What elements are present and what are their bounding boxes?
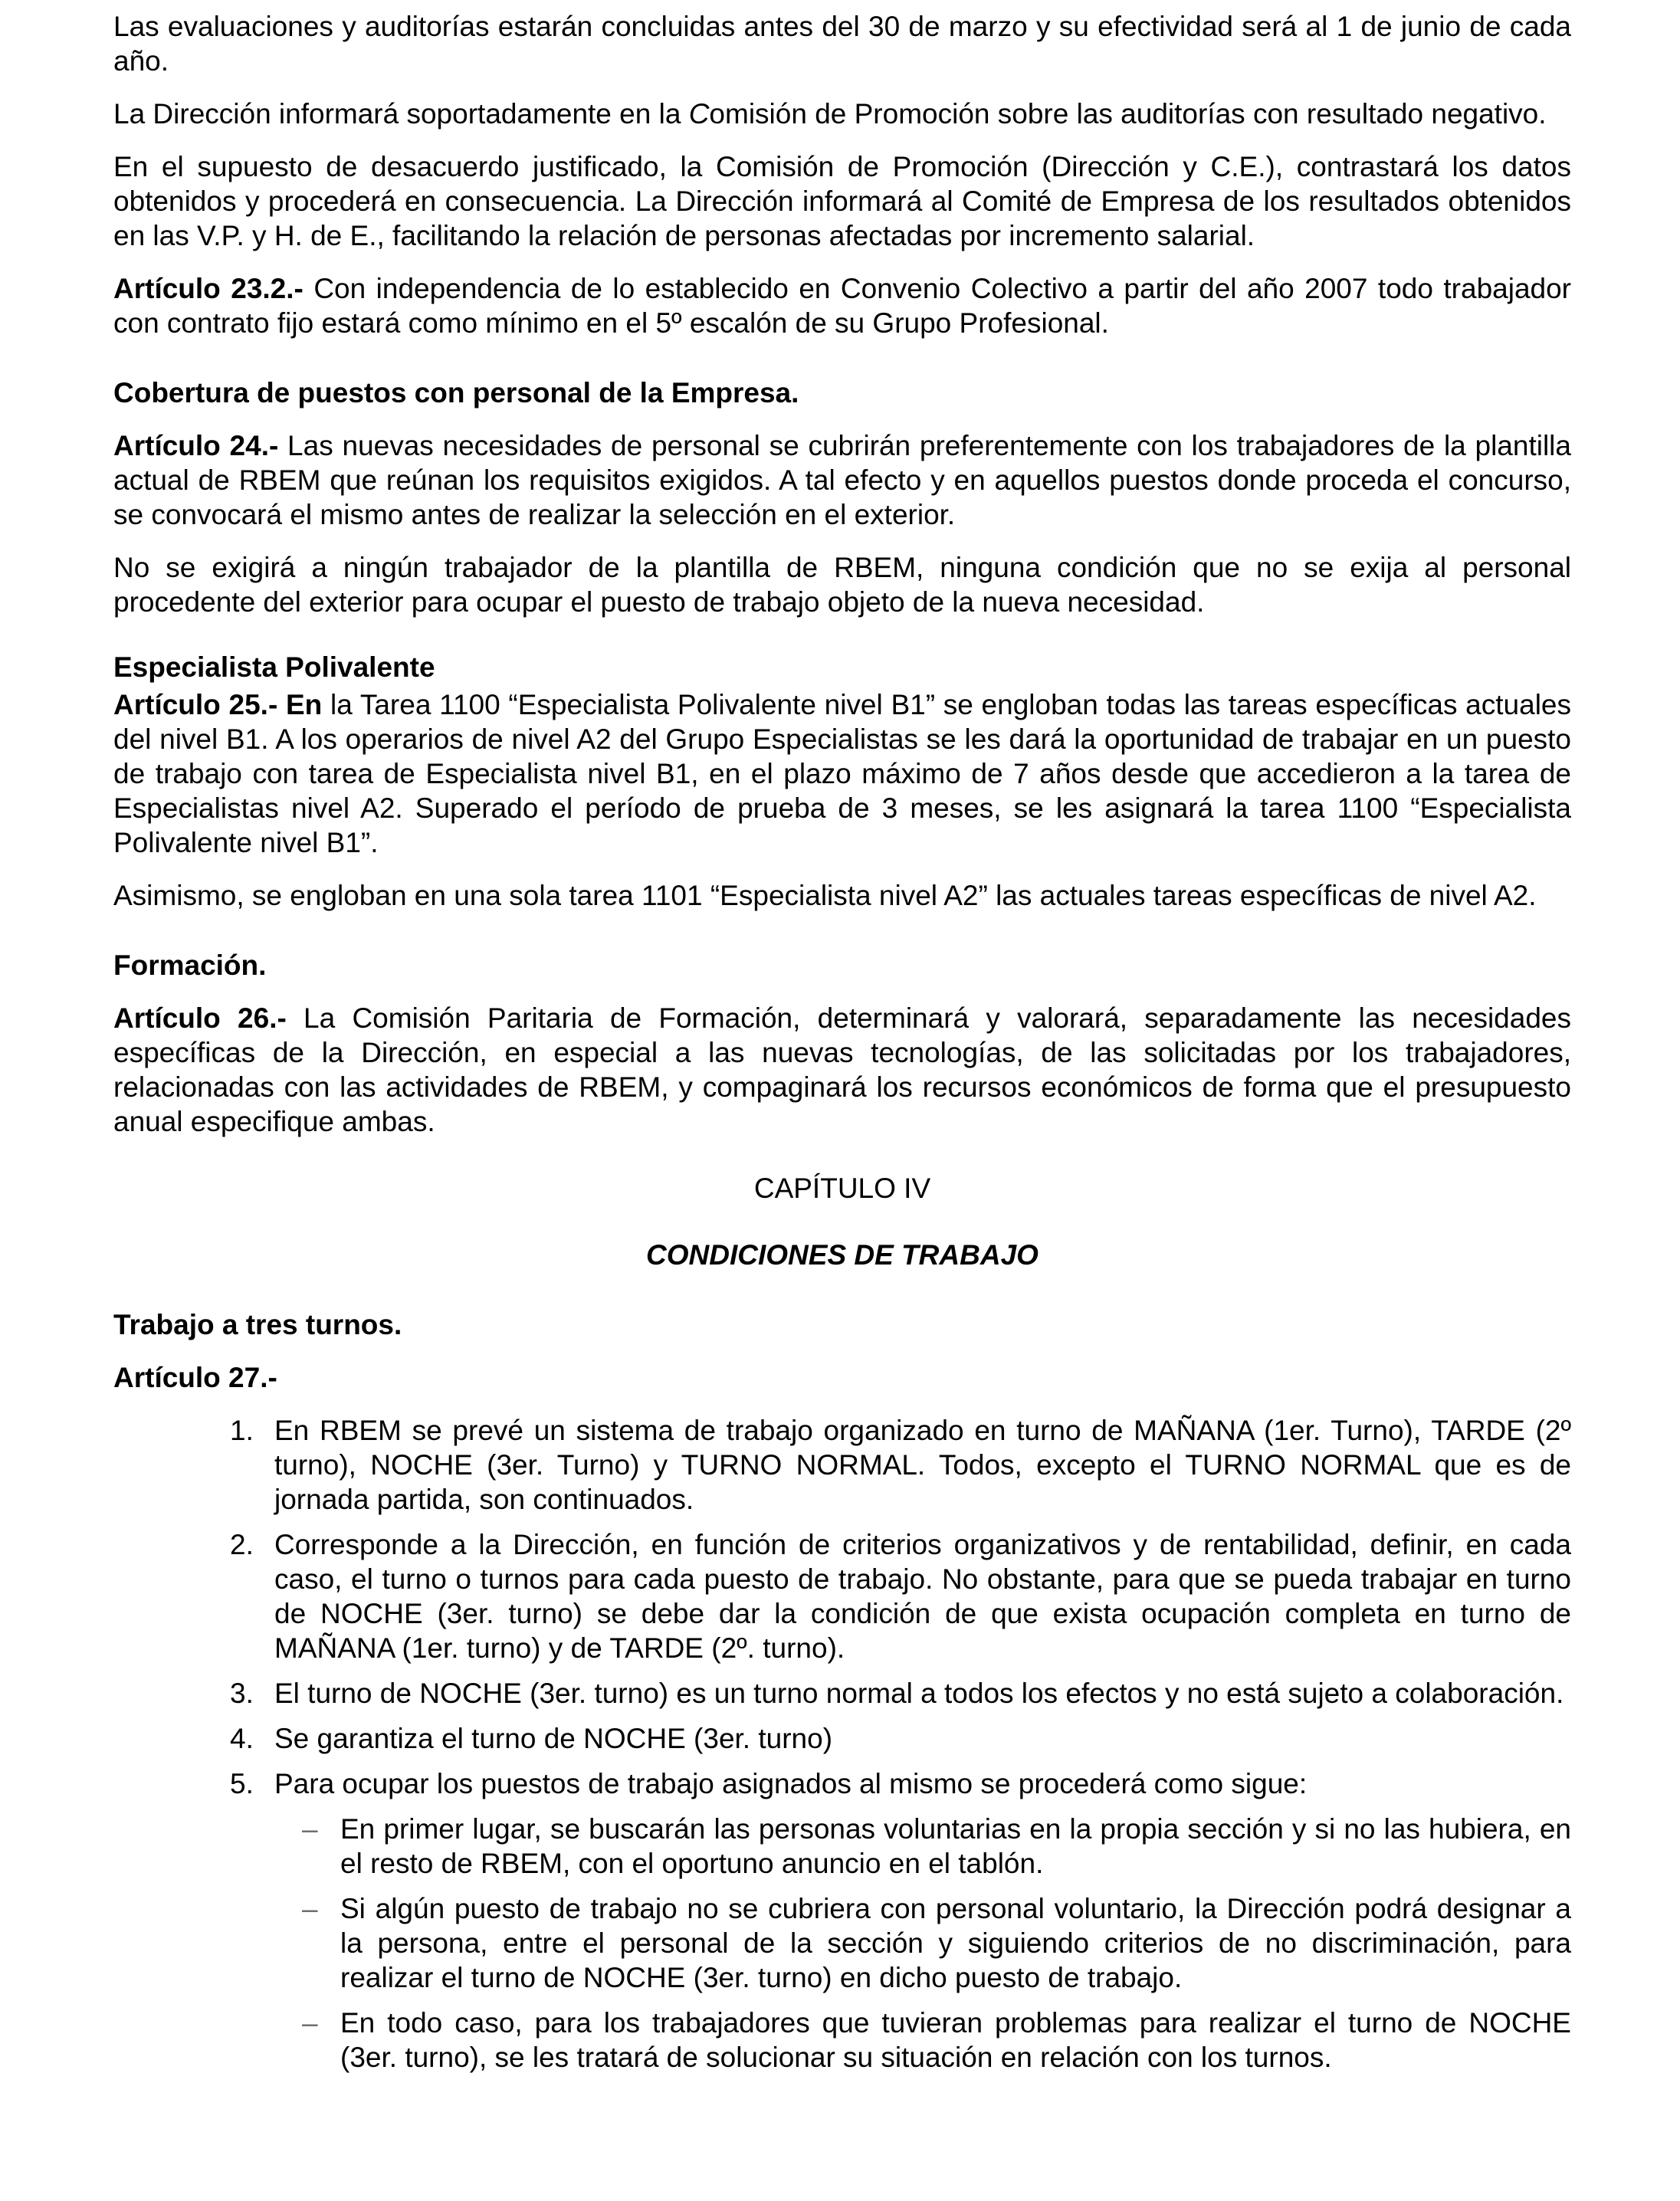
text-run: En primer lugar, se buscarán las personas voluntarias en la propia sección y si no las hubiera, en el resto de RBEM, con el oportuno anuncio en el tablón.	[340, 1813, 1571, 1879]
list-number: 4.	[230, 1723, 254, 1754]
list-item-text	[274, 1676, 1571, 1711]
text-run: Artículo 23.2.-	[113, 273, 314, 304]
heading-formacion	[113, 948, 1571, 982]
paragraph-articulo-25	[113, 687, 1571, 860]
text-run: El turno de NOCHE (3er. turno) es un turno normal a todos los efectos y no está sujeto a colaboración.	[274, 1678, 1564, 1709]
document-page	[113, 9, 1571, 2075]
text-run: CONDICIONES DE TRABAJO	[646, 1239, 1039, 1271]
list-item-text	[340, 1891, 1571, 1995]
list-number: 1.	[230, 1415, 254, 1446]
list-number: 3.	[230, 1678, 254, 1709]
text-run: Artículo 24.-	[113, 430, 288, 461]
text-run: CAPÍTULO IV	[753, 1173, 931, 1204]
text-run: Se garantiza el turno de NOCHE (3er. turno)	[274, 1723, 833, 1754]
text-run: Especialista Polivalente	[113, 651, 435, 683]
text-run: Corresponde a la Dirección, en función de criterios organizativos y de rentabilidad, definir, en cada caso, el turno o turnos para cada puesto de trabajo. No obstante, para que se pueda trabajar en turno de NOCHE (3er. turno) se debe dar la condición de que exista ocupación completa en turno de MAÑANA (1er. turno) y de TARDE (2º. turno).	[274, 1529, 1571, 1664]
list-item-text	[340, 1812, 1571, 1881]
dash-item-2	[302, 1891, 1571, 1995]
text-run: La Dirección informará soportadamente en la	[113, 98, 689, 130]
text-run: Artículo 26.-	[113, 1002, 304, 1034]
text-run: Con independencia de lo establecido en Convenio Colectivo a partir del año 2007 todo trabajador con contrato fijo estará como mínimo en el 5º escalón de su Grupo Profesional.	[113, 273, 1571, 339]
dash-bullet: –	[302, 1893, 318, 1924]
list-item-text	[274, 1766, 1571, 1801]
text-run: La Comisión Paritaria de Formación, determinará y valorará, separadamente las necesidades específicas de la Dirección, en especial a las nuevas tecnologías, de las solicitadas por los trabajadores, relacionadas con las actividades de RBEM, y compaginará los recursos económicos de forma que el presupuesto anual especifique ambas.	[113, 1002, 1571, 1137]
text-run: Artículo 25.- En	[113, 689, 330, 720]
dash-bullet: –	[302, 2007, 318, 2039]
text-run: omisión de Promoción sobre las auditorías con resultado negativo.	[709, 98, 1547, 130]
numbered-item-5	[230, 1766, 1571, 1801]
text-run: Cobertura de puestos con personal de la Empresa.	[113, 377, 799, 408]
paragraph-asimismo	[113, 878, 1571, 913]
list-item-text	[340, 2006, 1571, 2075]
list-item-text	[274, 1527, 1571, 1665]
dash-item-1	[302, 1812, 1571, 1881]
text-run: No se exigirá a ningún trabajador de la plantilla de RBEM, ninguna condición que no se exija al personal procedente del exterior para ocupar el puesto de trabajo objeto de la nueva necesidad.	[113, 552, 1571, 618]
numbered-item-4	[230, 1721, 1571, 1756]
paragraph-evaluaciones	[113, 9, 1571, 78]
text-run: Artículo 27.-	[113, 1362, 277, 1393]
paragraph-articulo-23-2	[113, 271, 1571, 340]
paragraph-direccion-informara	[113, 97, 1571, 131]
list-number: 5.	[230, 1768, 254, 1799]
text-run: Formación.	[113, 950, 267, 981]
text-run: Asimismo, se engloban en una sola tarea 1101 “Especialista nivel A2” las actuales tareas específicas de nivel A2.	[113, 880, 1537, 911]
text-run: En el supuesto de desacuerdo justificado, la Comisión de Promoción (Dirección y C.E.), contrastará los datos obtenidos y procederá en consecuencia. La Dirección informará al Comité de Empresa de los resultados obtenidos en las V.P. y H. de E., facilitando la relación de personas afectadas por incremento salarial.	[113, 151, 1571, 251]
text-run: Para ocupar los puestos de trabajo asignados al mismo se procederá como sigue:	[274, 1768, 1308, 1799]
text-run: Si algún puesto de trabajo no se cubriera con personal voluntario, la Dirección podrá designar a la persona, entre el personal de la sección y siguiendo criterios de no discriminación, para realizar el turno de NOCHE (3er. turno) en dicho puesto de trabajo.	[340, 1893, 1571, 1993]
numbered-item-3	[230, 1676, 1571, 1711]
dash-bullet: –	[302, 1813, 318, 1845]
paragraph-articulo-24	[113, 428, 1571, 532]
numbered-item-2	[230, 1527, 1571, 1665]
text-run: Trabajo a tres turnos.	[113, 1309, 402, 1340]
text-run: Las evaluaciones y auditorías estarán concluidas antes del 30 de marzo y su efectividad será al 1 de junio de cada año.	[113, 11, 1571, 77]
list-item-text	[274, 1721, 1571, 1756]
list-number: 2.	[230, 1529, 254, 1560]
heading-cobertura-puestos	[113, 376, 1571, 410]
paragraph-no-se-exigira	[113, 550, 1571, 619]
dash-item-3	[302, 2006, 1571, 2075]
numbered-item-1	[230, 1413, 1571, 1517]
text-run: En todo caso, para los trabajadores que tuvieran problemas para realizar el turno de NOCHE (3er. turno), se les tratará de solucionar su situación en relación con los turnos.	[340, 2007, 1571, 2073]
heading-especialista-polivalente	[113, 650, 1571, 684]
chapter-title	[113, 1171, 1571, 1205]
text-run: C	[688, 98, 710, 130]
heading-trabajo-tres-turnos	[113, 1307, 1571, 1342]
text-run: En RBEM se prevé un sistema de trabajo organizado en turno de MAÑANA (1er. Turno), TARDE (2º turno), NOCHE (3er. Turno) y TURNO NORMAL. Todos, excepto el TURNO NORMAL que es de jornada partida, son continuados.	[274, 1415, 1571, 1515]
text-run: la Tarea 1100 “Especialista Polivalente nivel B1” se engloban todas las tareas específicas actuales del nivel B1. A los operarios de nivel A2 del Grupo Especialistas se les dará la oportunidad de trabajar en un puesto de trabajo con tarea de Especialista nivel B1, en el plazo máximo de 7 años desde que accedieron a la tarea de Especialistas nivel A2. Superado el período de prueba de 3 meses, se les asignará la tarea 1100 “Especialista Polivalente nivel B1”.	[113, 689, 1571, 858]
text-run: Las nuevas necesidades de personal se cubrirán preferentemente con los trabajadores de la plantilla actual de RBEM que reúnan los requisitos exigidos. A tal efecto y en aquellos puestos donde proceda el concurso, se convocará el mismo antes de realizar la selección en el exterior.	[113, 430, 1571, 530]
chapter-subtitle	[113, 1238, 1571, 1272]
list-item-text	[274, 1413, 1571, 1517]
paragraph-articulo-27	[113, 1360, 1571, 1395]
paragraph-desacuerdo	[113, 149, 1571, 253]
paragraph-articulo-26	[113, 1001, 1571, 1139]
